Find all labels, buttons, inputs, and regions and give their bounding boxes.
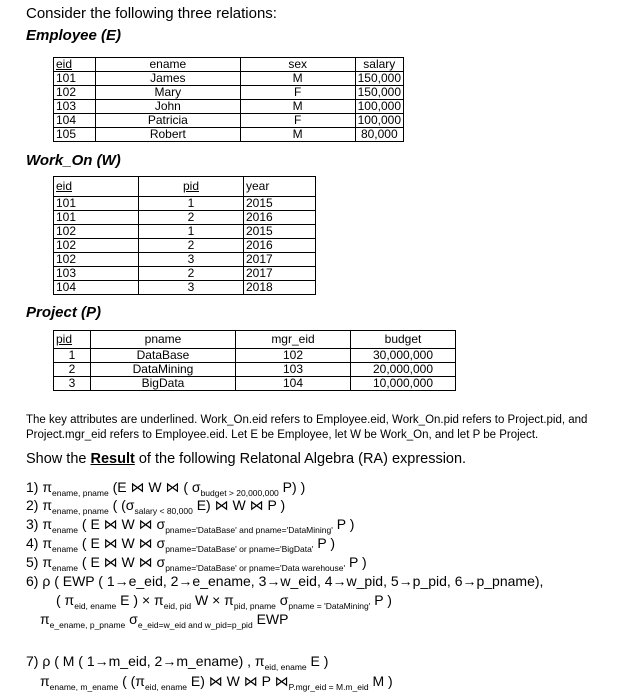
cell: 3: [54, 377, 91, 391]
cell: 102: [54, 225, 139, 239]
col-sex: sex: [240, 58, 355, 72]
expr-sub: ename: [52, 543, 78, 554]
cell: 2: [139, 267, 244, 281]
cell: 30,000,000: [351, 349, 456, 363]
expr-part: W × π: [191, 592, 234, 608]
table-row: [54, 114, 404, 128]
cell: Patricia: [95, 114, 240, 128]
expr-part: M ): [368, 673, 393, 689]
table-row: [54, 253, 316, 267]
table-row: [54, 72, 404, 86]
expr-part: ( E ⋈ W ⋈ σ: [78, 535, 166, 551]
cell: 2015: [244, 197, 316, 211]
expr-part: P ): [370, 592, 392, 608]
expr-part: π: [40, 611, 50, 627]
cell: 2018: [244, 281, 316, 295]
cell: 3: [139, 253, 244, 267]
cell: 102: [54, 86, 96, 100]
expr-sub: budget > 20,000,000: [200, 487, 279, 498]
table-row: [54, 86, 404, 100]
expr-part: 3) π: [26, 516, 52, 532]
table-header-row: [54, 177, 316, 197]
expr-part: 5) π: [26, 554, 52, 570]
expression-3: [26, 516, 354, 535]
col-eid: eid: [54, 177, 139, 197]
expr-sub: salary < 80,000: [134, 505, 193, 516]
expression-7-line-1: [26, 653, 328, 672]
expr-sub: e_ename, p_pname: [49, 619, 126, 630]
cell: 104: [54, 114, 96, 128]
cell: 100,000: [355, 114, 403, 128]
expr-sub: eid, ename: [74, 600, 117, 611]
expr-part: EWP: [252, 611, 289, 627]
col-year: year: [244, 177, 316, 197]
expression-5: [26, 554, 367, 573]
intro-text: Consider the following three relations:: [26, 5, 277, 22]
col-pid: pid: [139, 177, 244, 197]
expr-sub: ename, pname: [52, 487, 109, 498]
cell: M: [240, 72, 355, 86]
expr-sub: ename, pname: [52, 505, 109, 516]
col-mgr-eid: mgr_eid: [236, 331, 351, 349]
cell: 102: [236, 349, 351, 363]
cell: 103: [54, 100, 96, 114]
expr-part: ( π: [56, 592, 75, 608]
expression-6-line-2: [56, 592, 392, 611]
table-row: [54, 225, 316, 239]
table-row: [54, 100, 404, 114]
table-row: [54, 267, 316, 281]
cell: Robert: [95, 128, 240, 142]
expr-part: P) ): [278, 479, 306, 495]
cell: BigData: [91, 377, 236, 391]
table-row: [54, 281, 316, 295]
note-line-2: Project.mgr_eid refers to Employee.eid. Let E be Employee, let W be Work_On, and let P be Project.: [26, 429, 539, 441]
cell: 80,000: [355, 128, 403, 142]
cell: 100,000: [355, 100, 403, 114]
expr-part: 2) π: [26, 497, 52, 513]
expr-part: 4) π: [26, 535, 52, 551]
cell: 103: [236, 363, 351, 377]
cell: Mary: [95, 86, 240, 100]
work-on-title: Work_On (W): [26, 152, 121, 169]
cell: 20,000,000: [351, 363, 456, 377]
expr-sub: ename: [52, 524, 78, 535]
col-eid: eid: [54, 58, 96, 72]
cell: 101: [54, 72, 96, 86]
employee-table: [53, 57, 404, 142]
expr-sub: ename, m_ename: [49, 681, 119, 692]
expr-sub: e_eid=w_eid and w_pid=p_pid: [137, 619, 253, 630]
expr-part: P ): [332, 516, 355, 532]
cell: John: [95, 100, 240, 114]
cell: 2015: [244, 225, 316, 239]
col-ename: ename: [95, 58, 240, 72]
expr-sub: ename: [52, 562, 78, 573]
expr-sub: pname = 'DataMining': [288, 600, 371, 611]
expression-1: [26, 479, 305, 498]
expr-sub: eid, ename: [264, 661, 307, 672]
col-pid: pid: [54, 331, 91, 349]
work-on-table: [53, 176, 316, 295]
expr-sub: pname='DataBase' or pname='BigData': [165, 543, 314, 554]
cell: 101: [54, 197, 139, 211]
cell: M: [240, 128, 355, 142]
show-pre: Show the: [26, 451, 91, 467]
expression-6-line-1: 6) ρ ( EWP ( 1→e_eid, 2→e_ename, 3→w_eid, 4→w_pid, 5→p_pid, 6→p_pname),: [26, 573, 544, 589]
expr-part: ( E ⋈ W ⋈ σ: [78, 516, 166, 532]
cell: 2017: [244, 267, 316, 281]
cell: 2: [139, 239, 244, 253]
cell: 1: [139, 197, 244, 211]
cell: 150,000: [355, 86, 403, 100]
expr-part: ( (σ: [108, 497, 135, 513]
expr-part: ( E ⋈ W ⋈ σ: [78, 554, 166, 570]
expr-part: σ: [275, 592, 289, 608]
cell: 3: [139, 281, 244, 295]
cell: F: [240, 86, 355, 100]
cell: DataMining: [91, 363, 236, 377]
cell: 2: [54, 363, 91, 377]
cell: 2016: [244, 239, 316, 253]
col-pname: pname: [91, 331, 236, 349]
cell: 10,000,000: [351, 377, 456, 391]
expr-part: ( (π: [118, 673, 145, 689]
cell: M: [240, 100, 355, 114]
table-row: [54, 128, 404, 142]
expr-part: (E ⋈ W ⋈ ( σ: [108, 479, 201, 495]
show-bold: Result: [90, 451, 135, 467]
col-budget: budget: [351, 331, 456, 349]
table-row: [54, 211, 316, 225]
expr-part: E ): [306, 653, 329, 669]
cell: F: [240, 114, 355, 128]
cell: 102: [54, 253, 139, 267]
expr-part: E) ⋈ W ⋈ P ⋈: [187, 673, 289, 689]
cell: 103: [54, 267, 139, 281]
expr-sub: P.mgr_eid = M.m_eid: [288, 681, 369, 692]
expr-part: π: [40, 673, 50, 689]
expr-sub: eid, ename: [144, 681, 188, 692]
cell: DataBase: [91, 349, 236, 363]
expr-part: P ): [345, 554, 367, 570]
cell: James: [95, 72, 240, 86]
cell: 1: [54, 349, 91, 363]
expr-part: 7) ρ ( M ( 1→m_eid, 2→m_ename) , π: [26, 653, 265, 669]
project-table: [53, 330, 456, 391]
table-row: [54, 349, 456, 363]
table-header-row: [54, 331, 456, 349]
note-line-1: The key attributes are underlined. Work_On.eid refers to Employee.eid, Work_On.pid refers to Project.pid, and: [26, 414, 588, 426]
expression-7-line-2: [40, 673, 393, 692]
expr-part: E ) × π: [116, 592, 164, 608]
table-row: [54, 239, 316, 253]
cell: 2016: [244, 211, 316, 225]
cell: 104: [236, 377, 351, 391]
expr-sub: pname='DataBase' and pname='DataMining': [165, 524, 333, 535]
table-header-row: [54, 58, 404, 72]
table-row: [54, 377, 456, 391]
cell: 102: [54, 239, 139, 253]
cell: 150,000: [355, 72, 403, 86]
expr-sub: pname='DataBase' or pname='Data warehouse': [165, 562, 346, 573]
expr-sub: eid, pid: [163, 600, 192, 611]
table-row: [54, 197, 316, 211]
col-salary: salary: [355, 58, 403, 72]
cell: 104: [54, 281, 139, 295]
cell: 1: [139, 225, 244, 239]
table-row: [54, 363, 456, 377]
expr-part: σ: [125, 611, 138, 627]
show-result-heading: [26, 451, 466, 467]
employee-title: Employee (E): [26, 27, 122, 44]
cell: 101: [54, 211, 139, 225]
expression-2: [26, 497, 285, 516]
show-post: of the following Relatonal Algebra (RA) expression.: [134, 451, 467, 467]
cell: 2: [139, 211, 244, 225]
expression-6-line-3: [40, 611, 288, 630]
expr-part: P ): [313, 535, 335, 551]
expr-part: E) ⋈ W ⋈ P ): [192, 497, 286, 513]
expression-4: [26, 535, 335, 554]
project-title: Project (P): [26, 304, 102, 321]
expr-sub: pid, pname: [233, 600, 276, 611]
cell: 2017: [244, 253, 316, 267]
cell: 105: [54, 128, 96, 142]
expr-part: 1) π: [26, 479, 52, 495]
